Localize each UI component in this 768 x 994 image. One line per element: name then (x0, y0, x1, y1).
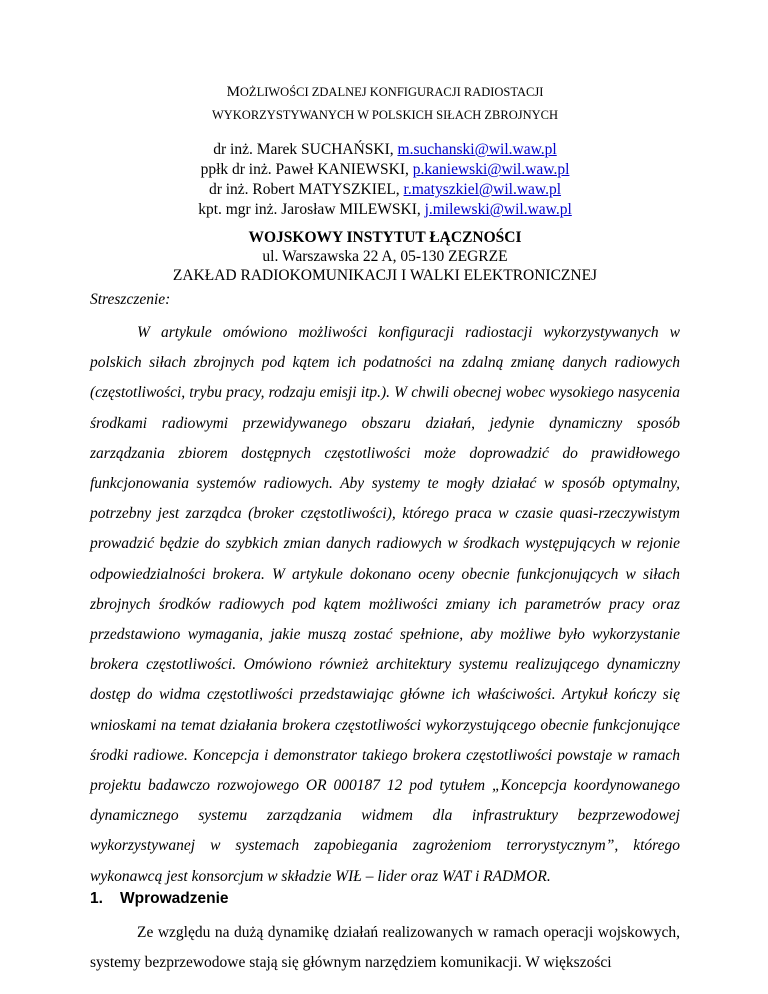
author-line (90, 160, 680, 180)
author-list (90, 140, 680, 220)
author-email-link[interactable]: m.suchanski@wil.waw.pl (397, 141, 557, 158)
section-title: Wprowadzenie (120, 890, 229, 907)
author-email-link[interactable]: j.milewski@wil.waw.pl (424, 201, 572, 218)
author-name: dr inż. Marek SUCHAŃSKI, (213, 141, 398, 158)
institution-department: ZAKŁAD RADIOKOMUNIKACJI I WALKI ELEKTRONICZNEJ (172, 267, 598, 284)
section-heading (90, 890, 229, 908)
author-email-link[interactable]: r.matyszkiel@wil.waw.pl (403, 181, 562, 198)
abstract-text: W artykule omówiono możliwości konfiguracji radiostacji wykorzystywanych w polskich siłach zbrojnych pod kątem ich podatności na zdalną zmianę danych radiowych (częstotliwości, trybu pracy, rodzaju emisji itp.). W chwili obecnej wobec wysokiego nasycenia środkami radiowymi przewidywanego obszaru działań, jedynie dynamiczny sposób zarządzania zbiorem dostępnych częstotliwości może doprowadzić do prawidłowego funkcjonowania systemów radiowych. Aby systemy te mogły działać w sposób optymalny, potrzebny jest zarządca (broker częstotliwości), którego praca w czasie quasi-rzeczywistym prowadzić będzie do szybkich zmian danych radiowych w środkach występujących w rejonie odpowiedzialności brokera. W artykule dokonano oceny obecnie funkcjonujących w siłach zbrojnych środków radiowych pod kątem możliwości zmiany ich parametrów pracy oraz przedstawiono wymagania, jakie muszą zostać spełnione, aby możliwe było wykorzystanie brokera częstotliwości. Omówiono również architektury systemu realizującego dynamiczny dostęp do widma częstotliwości przedstawiając główne ich właściwości. Artykuł kończy się wnioskami na temat działania brokera częstotliwości wykorzystującego obecnie funkcjonujące środki radiowe. Koncepcja i demonstrator takiego brokera częstotliwości powstaje w ramach projektu badawczo rozwojowego OR 000187 12 pod tytułem „Koncepcja koordynowanego dynamicznego systemu zarządzania widmem dla infrastruktury bezprzewodowej wykorzystywanej w systemach zapobiegania zagrożeniom terrorystycznym”, którego wykonawcą jest konsorcjum w składzie WIŁ – lider oraz WAT i RADMOR. (90, 324, 680, 885)
author-name: ppłk dr inż. Paweł KANIEWSKI, (200, 161, 413, 178)
author-line (90, 140, 680, 160)
institution-name: WOJSKOWY INSTYTUT ŁĄCZNOŚCI (248, 229, 522, 246)
institution-block (90, 228, 680, 285)
author-line (90, 200, 680, 220)
author-line (90, 180, 680, 200)
institution-address: ul. Warszawska 22 A, 05-130 ZEGRZE (262, 248, 508, 265)
author-name: dr inż. Robert MATYSZKIEL, (208, 181, 404, 198)
author-email-link[interactable]: p.kaniewski@wil.waw.pl (412, 161, 570, 178)
author-name: kpt. mgr inż. Jarosław MILEWSKI, (198, 201, 425, 218)
title-rest: OŻLIWOŚCI ZDALNEJ KONFIGURACJI RADIOSTACJI (239, 85, 544, 99)
section-number: 1. (90, 890, 103, 907)
title-initial: M (226, 84, 240, 100)
paper-title-line1 (90, 84, 680, 101)
body-paragraph: Ze względu na dużą dynamikę działań realizowanych w ramach operacji wojskowych, systemy bezprzewodowe stają się głównym narzędziem komunikacji. W większości (90, 924, 680, 972)
abstract-heading: Streszczenie: (90, 291, 171, 308)
paper-title-line2: WYKORZYSTYWANYCH W POLSKICH SIŁACH ZBROJNYCH (211, 108, 559, 122)
